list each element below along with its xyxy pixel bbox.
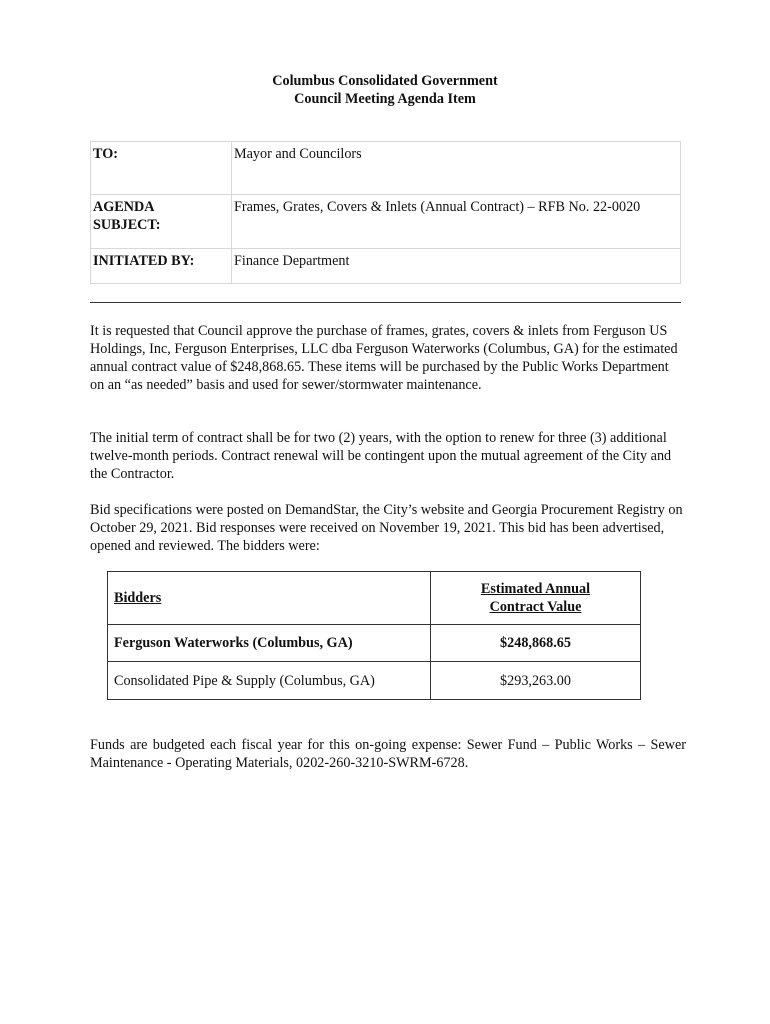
initiated-row bbox=[91, 249, 681, 284]
bidders-table bbox=[107, 571, 641, 700]
header-organization: Columbus Consolidated Government bbox=[272, 73, 498, 89]
bid-value: $248,868.65 bbox=[431, 625, 641, 662]
subject-row bbox=[91, 195, 681, 249]
subject-value-cell bbox=[232, 195, 681, 249]
initiated-value-cell bbox=[232, 249, 681, 284]
to-label-cell bbox=[91, 142, 232, 195]
subject-label-cell bbox=[91, 195, 232, 249]
subject-value: Frames, Grates, Covers & Inlets (Annual Contract) – RFB No. 22-0020 bbox=[234, 199, 641, 215]
bidders-header-cell bbox=[108, 572, 431, 625]
value-header-cell bbox=[431, 572, 641, 625]
bidder-name: Consolidated Pipe & Supply (Columbus, GA) bbox=[108, 662, 431, 700]
subject-label: AGENDA SUBJECT: bbox=[93, 199, 161, 233]
agenda-info-table bbox=[90, 141, 681, 284]
section-divider bbox=[90, 302, 681, 303]
initiated-value: Finance Department bbox=[234, 253, 350, 269]
value-header: Estimated Annual Contract Value bbox=[480, 581, 591, 615]
table-row bbox=[108, 662, 641, 700]
bidders-header-row bbox=[108, 572, 641, 625]
term-paragraph: The initial term of contract shall be for two (2) years, with the option to renew for three (3) additional twelve-month periods. Contract renewal will be contingent upon the mutual agreement of the City and the Contractor. bbox=[90, 430, 672, 482]
to-row bbox=[91, 142, 681, 195]
funding-paragraph: Funds are budgeted each fiscal year for this on-going expense: Sewer Fund – Public Works – Sewer Maintenance - Operating Materials, 0202-260-3210-SWRM-6728. bbox=[90, 737, 686, 771]
to-value: Mayor and Councilors bbox=[234, 146, 362, 162]
to-label: TO: bbox=[93, 146, 118, 162]
bidders-header: Bidders bbox=[114, 590, 162, 606]
document-header bbox=[0, 72, 770, 108]
to-value-cell bbox=[232, 142, 681, 195]
bid-spec-paragraph: Bid specifications were posted on DemandStar, the City’s website and Georgia Procurement Registry on October 29, 2021. Bid responses were received on November 19, 2021. This bid has been advertised, opened and reviewed. The bidders were: bbox=[90, 502, 683, 554]
bid-value: $293,263.00 bbox=[431, 662, 641, 700]
bidder-name: Ferguson Waterworks (Columbus, GA) bbox=[108, 625, 431, 662]
initiated-label-cell bbox=[91, 249, 232, 284]
initiated-label: INITIATED BY: bbox=[93, 253, 195, 269]
header-doc-type: Council Meeting Agenda Item bbox=[294, 91, 476, 107]
table-row bbox=[108, 625, 641, 662]
request-paragraph: It is requested that Council approve the purchase of frames, grates, covers & inlets from Ferguson US Holdings, Inc, Ferguson Enterprises, LLC dba Ferguson Waterworks (Columbus, GA) for the estimated annual contract value of $248,868.65. These items will be purchased by the Public Works Department on an “as needed” basis and used for sewer/stormwater maintenance. bbox=[90, 323, 678, 393]
